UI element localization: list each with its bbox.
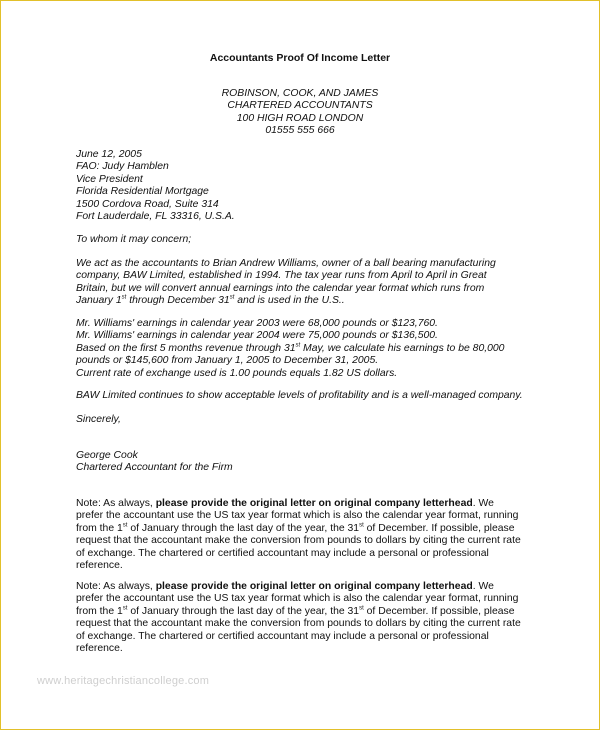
note-line [76, 606, 536, 618]
note-line [76, 498, 536, 510]
earnings-2005-estimate [76, 343, 536, 355]
ordinal-suffix: st [229, 294, 235, 301]
ordinal-suffix: st [122, 522, 128, 529]
salutation: To whom it may concern; [76, 234, 192, 245]
letterhead [0, 88, 600, 138]
signature-block [76, 450, 536, 475]
ordinal-suffix: st [122, 605, 128, 612]
recipient-street: 1500 Cordova Road, Suite 314 [76, 198, 219, 210]
paragraph-1-line: Britain, but we will convert annual earnings into the calendar year format which runs from [76, 282, 485, 294]
text-run: . We [472, 581, 494, 592]
recipient-city: Fort Lauderdale, FL 33316, U.S.A. [76, 211, 235, 223]
note-1 [76, 498, 536, 572]
paragraph-1-line: company, BAW Limited, established in 1994. The tax year runs from April to April in Great [76, 270, 487, 282]
letterhead-subtitle: CHARTERED ACCOUNTANTS [227, 100, 373, 112]
text-run: Note: As always, [76, 581, 156, 592]
note-line: prefer the accountant use the US tax year format which is also the calendar year format, running [76, 510, 519, 522]
note-line [76, 523, 536, 535]
earnings-2004: Mr. Williams' earnings in calendar year 2004 were 75,000 pounds or $136,500. [76, 330, 438, 342]
ordinal-suffix: st [359, 605, 364, 612]
text-run: from the 1 [76, 522, 123, 534]
recipient-title: Vice President [76, 173, 143, 185]
note-emphasis: please provide the original letter on original company letterhead [155, 498, 473, 509]
text-run: of December. If possible, please [363, 605, 515, 617]
text-run: May, we calculate his earnings to be 80,000 [300, 342, 505, 354]
paragraph-1-line: We act as the accountants to Brian Andrew Williams, owner of a ball bearing manufacturing [76, 258, 496, 269]
text-run: Based on the first 5 months revenue through 31 [76, 342, 296, 354]
text-run: of December. If possible, please [363, 522, 515, 534]
recipient-company: Florida Residential Mortgage [76, 186, 209, 198]
text-run: and is used in the U.S.. [234, 295, 345, 307]
text-run: . We [472, 498, 494, 509]
text-run: Note: As always, [76, 498, 156, 509]
text-run: January 1 [76, 295, 122, 307]
note-emphasis: please provide the original letter on original company letterhead [155, 581, 473, 592]
letter-date: June 12, 2005 [76, 149, 142, 160]
exchange-rate: Current rate of exchange used is 1.00 pounds equals 1.82 US dollars. [76, 367, 398, 379]
paragraph-1 [76, 258, 536, 308]
letterhead-company: ROBINSON, COOK, AND JAMES [221, 88, 379, 99]
note-line: request that the accountant make the conversion from pounds to dollars by citing the current rate [76, 618, 521, 630]
paragraph-2-line: pounds or $145,600 from January 1, 2005 to December 31, 2005. [76, 355, 379, 367]
earnings-2003: Mr. Williams' earnings in calendar year 2003 were 68,000 pounds or $123,760. [76, 318, 438, 329]
text-run: of January through the last day of the year, the 31 [127, 605, 360, 617]
paragraph-1-line [76, 295, 536, 307]
ordinal-suffix: st [121, 294, 127, 301]
note-line: request that the accountant make the conversion from pounds to dollars by citing the current rate [76, 535, 521, 547]
ordinal-suffix: st [295, 342, 301, 349]
text-run: through December 31 [126, 295, 230, 307]
paragraph-3: BAW Limited continues to show acceptable levels of profitability and is a well-managed company. [76, 390, 523, 401]
text-run: of January through the last day of the year, the 31 [127, 522, 360, 534]
closing: Sincerely, [76, 414, 121, 425]
signatory-name: George Cook [76, 450, 138, 461]
paragraph-2 [76, 318, 536, 380]
letterhead-phone: 01555 555 666 [265, 125, 335, 137]
letterhead-address: 100 HIGH ROAD LONDON [236, 112, 364, 124]
note-line [76, 581, 536, 593]
note-line: prefer the accountant use the US tax year format which is also the calendar year format, running [76, 593, 519, 605]
text-run: from the 1 [76, 605, 123, 617]
watermark: www.heritagechristiancollege.com [37, 675, 210, 687]
note-line: reference. [76, 560, 123, 572]
note-line: reference. [76, 643, 123, 655]
note-line: of exchange. The chartered or certified accountant may include a personal or professional [76, 630, 489, 642]
ordinal-suffix: st [359, 522, 364, 529]
note-2 [76, 581, 536, 655]
signatory-role: Chartered Accountant for the Firm [76, 462, 233, 474]
recipient-block [76, 149, 536, 223]
note-line: of exchange. The chartered or certified accountant may include a personal or professional [76, 547, 489, 559]
recipient-fao: FAO: Judy Hamblen [76, 161, 169, 173]
document-title: Accountants Proof Of Income Letter [209, 52, 391, 64]
